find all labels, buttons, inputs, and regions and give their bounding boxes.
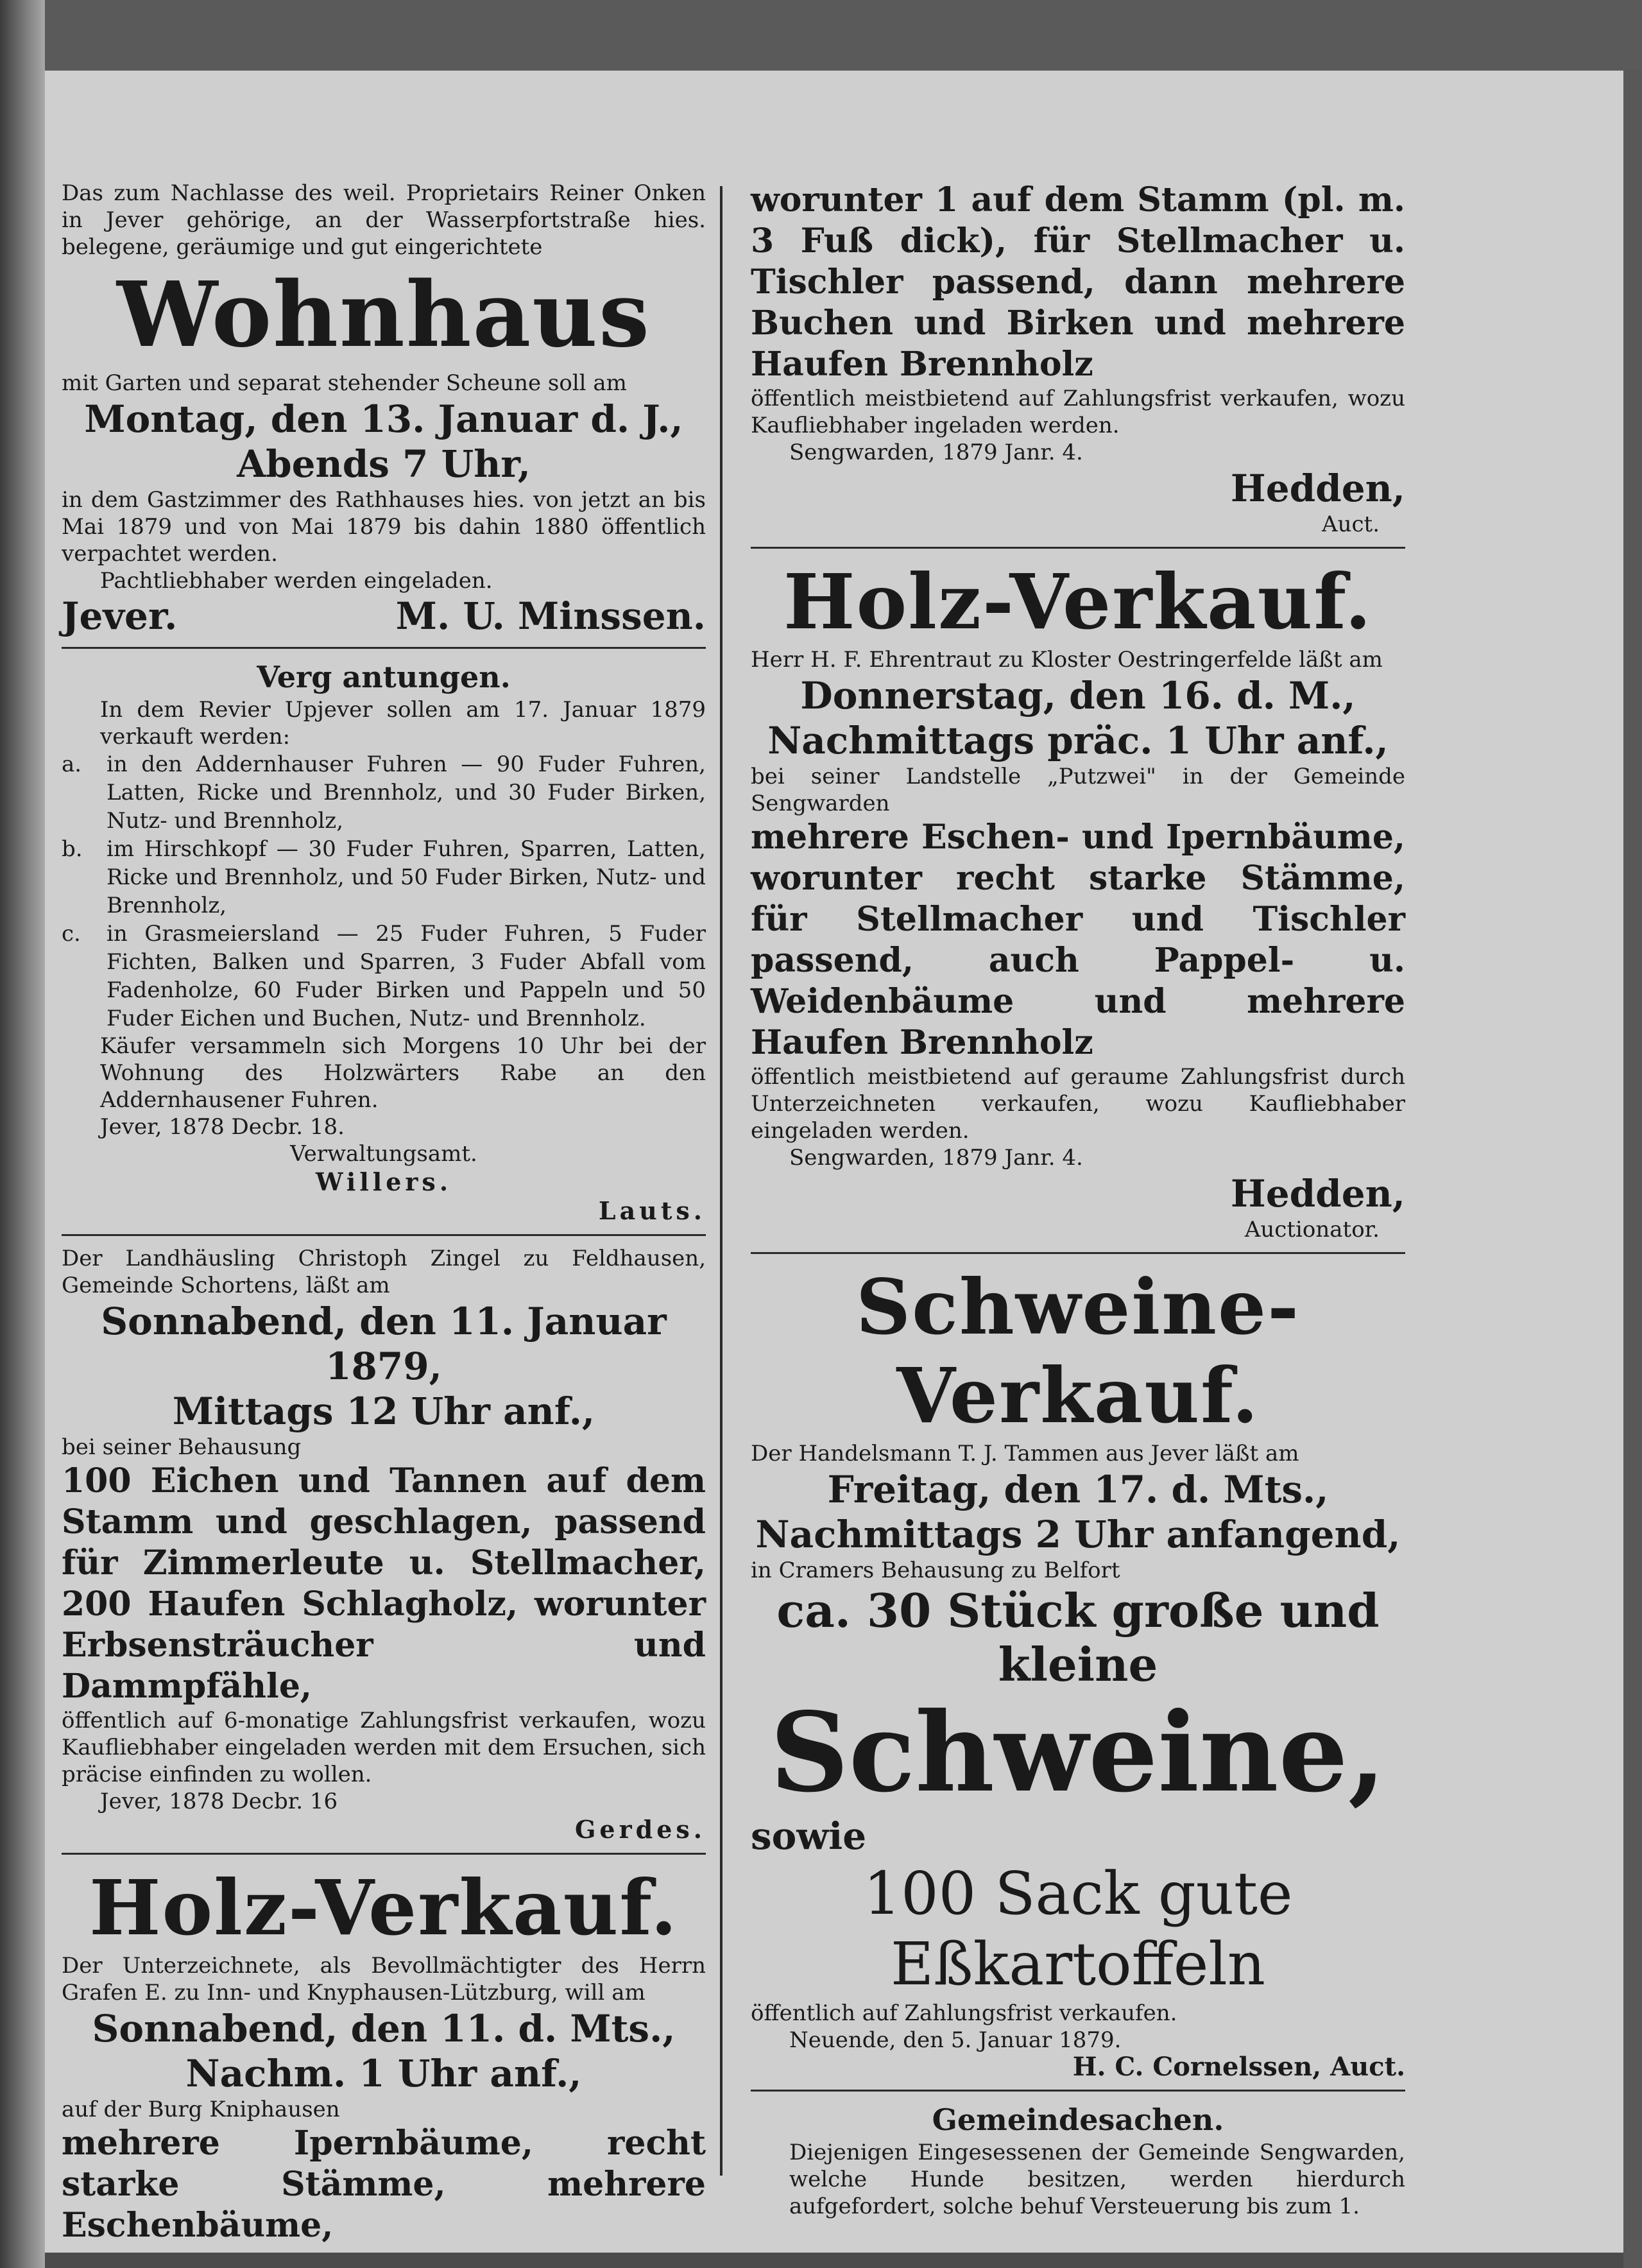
schweine-kartoffeln: Eßkartoffeln xyxy=(890,1930,1266,1998)
schweine-line2: kleine xyxy=(998,1637,1158,1692)
ad-wohnhaus xyxy=(62,180,706,638)
column-divider xyxy=(720,186,723,2176)
holz2-body: mehrere Eschen- und Ipernbäume, worunter recht starke Stämme, für Stellmacher und Tischler passend, auch Pappel- u. Weidenbäume und mehrere Haufen Brennholz xyxy=(751,818,1405,1062)
vergantungen-office: Verwaltungsamt. xyxy=(290,1141,477,1167)
schweine-time: Nachmittags 2 Uhr anfangend, xyxy=(755,1513,1401,1556)
zingel-body: 100 Eichen und Tannen auf dem Stamm und geschlagen, passend für Zimmerleute u. Stellmacher, 200 Haufen Schlagholz, worunter Erbsensträucher und Dammpfähle, xyxy=(62,1461,706,1706)
schweine-terms: öffentlich auf Zahlungsfrist verkaufen. xyxy=(751,2000,1177,2026)
schweine-date: Freitag, den 17. d. Mts., xyxy=(827,1468,1329,1511)
zingel-place: bei seiner Behausung xyxy=(62,1434,302,1460)
schweine-signature xyxy=(751,2054,1405,2081)
wohnhaus-headline: Wohnhaus xyxy=(117,262,651,368)
right-column xyxy=(751,180,1405,2220)
gemeinde-body: Diejenigen Eingesessenen der Gemeinde Sengwarden, welche Hunde besitzen, werden hierdurch aufgefordert, solche behuf Versteuerung bis zum 1. xyxy=(789,2140,1405,2219)
vergantungen-intro: In dem Revier Upjever sollen am 17. Januar 1879 verkauft werden: xyxy=(100,697,706,750)
vergantungen-list xyxy=(62,750,706,1033)
list-item-label: b. xyxy=(62,836,83,862)
holz2-intro: Herr H. F. Ehrentraut zu Kloster Oestringerfelde läßt am xyxy=(751,647,1383,673)
zingel-date: Sonnabend, den 11. Januar 1879, xyxy=(101,1300,667,1388)
wohnhaus-line1: mit Garten und separat stehender Scheune soll am xyxy=(62,370,627,396)
vergantungen-dateline: Jever, 1878 Decbr. 18. xyxy=(100,1114,345,1140)
list-item-label: a. xyxy=(62,752,82,777)
list-item-text: in Grasmeiersland — 25 Fuder Fuhren, 5 Fuder Fichten, Balken und Sparren, 3 Fuder Abfall vom Fadenholze, 60 Fuder Birken und Pappeln und 50 Fuder Eichen und Buchen, Nutz- und Brennholz. xyxy=(107,921,706,1031)
cont-dateline: Sengwarden, 1879 Janr. 4. xyxy=(789,440,1083,465)
divider xyxy=(62,1853,706,1855)
book-binding xyxy=(0,0,45,2268)
wohnhaus-closing: Pachtliebhaber werden eingeladen. xyxy=(100,568,493,594)
wohnhaus-body: in dem Gastzimmer des Rathhauses hies. von jetzt an bis Mai 1879 und von Mai 1879 bis dahin 1880 öffentlich verpachtet werden. xyxy=(62,487,706,567)
vergantungen-title: Verg antungen. xyxy=(257,660,511,694)
ad-holz-verkauf-2 xyxy=(751,558,1405,1243)
scan-border-right xyxy=(1623,71,1642,2268)
vergantungen-signer1: Willers. xyxy=(315,1167,452,1196)
cont-body: worunter 1 auf dem Stamm (pl. m. 3 Fuß dick), für Stellmacher u. Tischler passend, dann mehrere Buchen und Birken und mehrere Haufen Brennholz xyxy=(751,180,1405,384)
holz1-place: auf der Burg Kniphausen xyxy=(62,2097,340,2122)
divider xyxy=(62,647,706,649)
divider xyxy=(751,2090,1405,2092)
ad-gemeindesachen xyxy=(751,2100,1405,2220)
holz1-time: Nachm. 1 Uhr anf., xyxy=(185,2052,582,2095)
ad-holz-verkauf-1 xyxy=(62,1864,706,2246)
holz2-headline: Holz-Verkauf. xyxy=(783,557,1373,646)
holz2-dateline: Sengwarden, 1879 Janr. 4. xyxy=(789,1145,1083,1171)
zingel-signer: Gerdes. xyxy=(574,1815,706,1844)
list-item xyxy=(62,920,706,1033)
wohnhaus-signature-row xyxy=(62,594,706,638)
left-column xyxy=(62,180,706,2246)
divider xyxy=(62,1234,706,1236)
list-item-text: im Hirschkopf — 30 Fuder Fuhren, Sparren, Latten, Ricke und Brennholz, und 50 Fuder Birken, Nutz- und Brennholz, xyxy=(107,836,706,918)
schweine-place: in Cramers Behausung zu Belfort xyxy=(751,1558,1120,1583)
schweine-dateline: Neuende, den 5. Januar 1879. xyxy=(789,2027,1122,2053)
cont-terms: öffentlich meistbietend auf Zahlungsfrist verkaufen, wozu Kaufliebhaber ingeladen werden. xyxy=(751,386,1405,438)
ad-schweine-verkauf xyxy=(751,1263,1405,2081)
gemeinde-title: Gemeindesachen. xyxy=(932,2102,1224,2137)
list-item xyxy=(62,835,706,920)
holz1-intro: Der Unterzeichnete, als Bevollmächtigter des Herrn Grafen E. zu Inn- und Knyphausen-Lützburg, will am xyxy=(62,1953,706,2006)
zingel-time: Mittags 12 Uhr anf., xyxy=(172,1389,595,1433)
holz2-terms: öffentlich meistbietend auf geraume Zahlungsfrist durch Unterzeichneten verkaufen, wozu Kaufliebhaber eingeladen werden. xyxy=(751,1064,1405,1144)
schweine-role: Auct. xyxy=(1330,2052,1405,2082)
wohnhaus-time: Abends 7 Uhr, xyxy=(237,442,531,486)
ad-continuation xyxy=(751,180,1405,538)
schweine-signer: H. C. Cornelssen, xyxy=(1072,2052,1322,2082)
holz2-place: bei seiner Landstelle „Putzwei" in der Gemeinde Sengwarden xyxy=(751,764,1405,816)
holz2-signer: Hedden, xyxy=(1230,1172,1405,1216)
vergantungen-signer2: Lauts. xyxy=(598,1196,706,1225)
list-item-text: in den Addernhauser Fuhren — 90 Fuder Fuhren, Latten, Ricke und Brennholz, und 30 Fuder Birken, Nutz- und Brennholz, xyxy=(107,752,706,834)
wohnhaus-place: Jever. xyxy=(62,594,178,638)
scan-border-top xyxy=(45,0,1642,71)
ad-vergantungen xyxy=(62,658,706,1225)
holz2-role: Auctionator. xyxy=(1244,1217,1380,1242)
schweine-line1: ca. 30 Stück große und xyxy=(776,1583,1380,1638)
holz1-headline: Holz-Verkauf. xyxy=(89,1863,679,1952)
holz1-date: Sonnabend, den 11. d. Mts., xyxy=(92,2007,676,2050)
cont-signer: Hedden, xyxy=(1230,467,1405,510)
zingel-intro: Der Landhäusling Christoph Zingel zu Feldhausen, Gemeinde Schortens, läßt am xyxy=(62,1246,706,1298)
schweine-sack: 100 Sack gute xyxy=(863,1859,1293,1928)
holz2-time: Nachmittags präc. 1 Uhr anf., xyxy=(767,719,1389,762)
list-item-label: c. xyxy=(62,921,81,947)
holz2-date: Donnerstag, den 16. d. M., xyxy=(800,674,1356,717)
divider xyxy=(751,1252,1405,1254)
divider xyxy=(751,547,1405,549)
holz1-body: mehrere Ipernbäume, recht starke Stämme, mehrere Eschenbäume, xyxy=(62,2124,706,2245)
wohnhaus-intro: Das zum Nachlasse des weil. Proprietairs Reiner Onken in Jever gehörige, an der Wasserpfortstraße hies. belegene, geräumige und gut eingerichtete xyxy=(62,180,706,260)
schweine-intro: Der Handelsmann T. J. Tammen aus Jever läßt am xyxy=(751,1441,1299,1466)
vergantungen-meeting: Käufer versammeln sich Morgens 10 Uhr bei der Wohnung des Holzwärters Rabe an den Addernhausener Fuhren. xyxy=(100,1033,706,1113)
wohnhaus-date: Montag, den 13. Januar d. J., xyxy=(84,397,683,441)
zingel-terms: öffentlich auf 6-monatige Zahlungsfrist verkaufen, wozu Kaufliebhaber eingeladen werden mit dem Ersuchen, sich präcise einfinden zu wollen. xyxy=(62,1708,706,1787)
schweine-sowie: sowie xyxy=(751,1814,867,1858)
schweine-headline: Schweine-Verkauf. xyxy=(855,1262,1301,1440)
zingel-dateline: Jever, 1878 Decbr. 16 xyxy=(100,1789,338,1814)
wohnhaus-signer: M. U. Minssen. xyxy=(395,594,706,638)
cont-role: Auct. xyxy=(1322,511,1380,537)
schweine-big-word: Schweine, xyxy=(770,1688,1386,1817)
ad-zingel xyxy=(62,1245,706,1844)
list-item xyxy=(62,750,706,835)
